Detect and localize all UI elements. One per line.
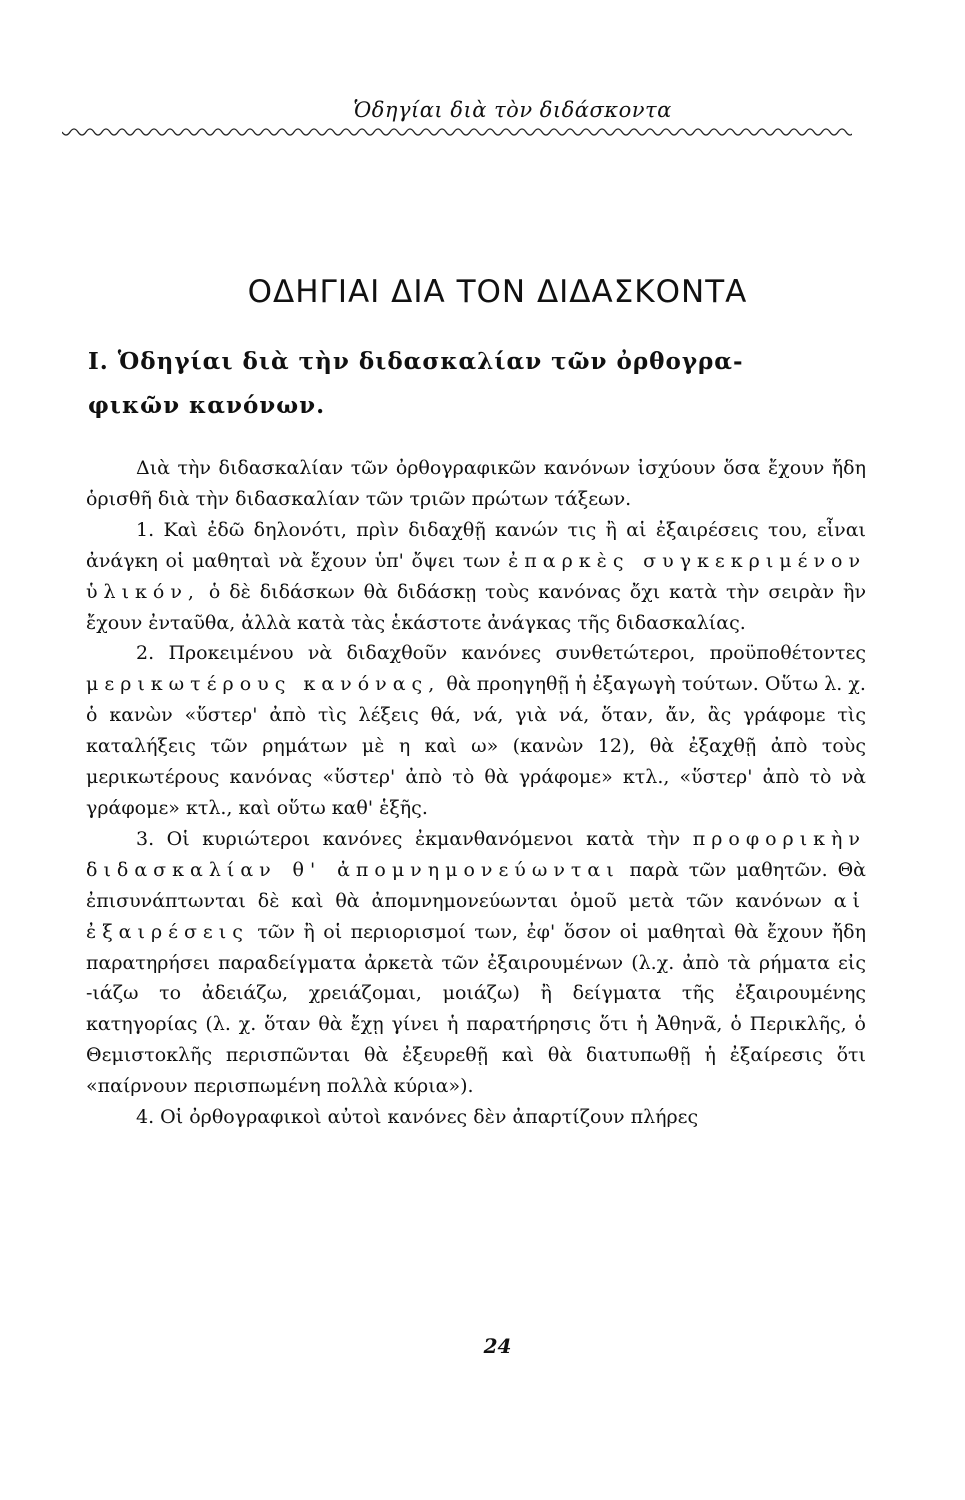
page-title: ΟΔΗΓΙΑΙ ΔΙΑ ΤΟΝ ΔΙΔΑΣΚΟΝΤΑ	[247, 274, 748, 310]
body-text	[86, 453, 866, 1133]
paragraph-1	[86, 515, 866, 639]
section-number: Ι.	[88, 348, 109, 375]
section-heading-line2: φικῶν κανόνων.	[88, 392, 326, 419]
paragraph-intro: Διὰ τὴν διδασκαλίαν τῶν ὀρθογραφικῶν κανόνων ἰσχύουν ὅσα ἔχουν ἤδη ὁρισθῆ διὰ τὴν διδασκαλίαν τῶν τριῶν πρώτων τάξεων.	[86, 457, 866, 510]
paragraph-3	[86, 824, 866, 1102]
paragraph-1-emphasis: ἐπαρκὲς συγκεκριμένον ὑλικόν,	[86, 549, 866, 603]
paragraph-1-part-c: ὁ δὲ διδάσκων θὰ διδάσκῃ τοὺς κανόνας ὄχι κατὰ τὴν σειρὰν ἣν ἔχουν ἐνταῦθα, ἀλλὰ κατὰ τὰς ἑκάστοτε ἀνάγκας τῆς διδασκαλίας.	[86, 580, 866, 634]
paragraph-2-part-a: 2. Προκειμένου νὰ διδαχθοῦν κανόνες συνθετώτεροι, προϋποθέτοντες	[136, 642, 866, 665]
section-heading	[88, 340, 873, 428]
paragraph-4: 4. Οἱ ὀρθογραφικοὶ αὐτοὶ κανόνες δὲν ἀπαρτίζουν πλήρες	[136, 1106, 699, 1129]
paragraph-2-part-c: θὰ προηγηθῇ ἡ ἐξαγωγὴ τούτων. Οὕτω λ. χ. ὁ κανὼν «ὕστερ' ἀπὸ τὶς λέξεις θά, νά, γιὰ νά, ὅταν, ἄν, ἂς γράφομε τὶς καταλήξεις τῶν ρημάτων μὲ η καὶ ω» (κανὼν 12), θὰ ἐξαχθῇ ἀπὸ τοὺς μερικωτέρους κανόνας «ὕστερ' ἀπὸ τὸ θὰ γράφομε» κτλ., «ὕστερ' ἀπὸ τὸ νὰ γράφομε» κτλ., καὶ οὕτω καθ' ἑξῆς.	[86, 673, 866, 819]
paragraph-3-emphasis-2: αἱ ἐξαιρέσεις	[86, 889, 866, 943]
paragraph-3-part-c: παρὰ τῶν μαθητῶν. Θὰ ἐπισυνάπτωνται δὲ καὶ θὰ ἀπομνημονεύωνται ὁμοῦ μετὰ τῶν κανόνων	[86, 858, 866, 912]
paragraph-3-part-a: 3. Οἱ κυριώτεροι κανόνες ἐκμανθανόμενοι κατὰ τὴν	[136, 827, 681, 850]
paragraph-1-part-a: 1. Καὶ ἐδῶ δηλονότι, πρὶν διδαχθῇ κανών τις ἢ αἱ ἐξαιρέσεις του, εἶναι ἀνάγκη οἱ μαθηταὶ νὰ ἔχουν ὑπ' ὄψει των	[86, 518, 866, 572]
paragraph-3-emphasis-1: προφορικὴν διδασκαλίαν θ' ἀπομνημονεύωνται	[86, 827, 866, 881]
paragraph-2-emphasis: μερικωτέρους κανόνας,	[86, 673, 441, 696]
running-head: Ὁδηγίαι διὰ τὸν διδάσκοντα	[353, 98, 672, 122]
paragraph-3-part-e: τῶν ἢ οἱ περιορισμοί των, ἐφ' ὅσον οἱ μαθηταὶ θὰ ἔχουν ἤδη παρατηρήσει παραδείγματα ἀρκετὰ τῶν ἐξαιρουμένων (λ.χ. ἀπὸ τὰ ρήματα εἰς ‑ιάζω το ἀδειάζω, χρειάζομαι, μοιάζω) ἢ δείγματα τῆς ἐξαιρουμένης κατηγορίας (λ. χ. ὅταν θὰ ἔχῃ γίνει ἡ παρατήρησις ὅτι ἡ Ἀθηνᾶ, ὁ Περικλῆς, ὁ Θεμιστοκλῆς περισπῶνται θὰ ἐξευρεθῇ καὶ θὰ διατυπωθῇ ἡ ἐξαίρεσις ὅτι «παίρνουν περισπωμένη πολλὰ κύρια»).	[86, 920, 866, 1098]
page-number: 24	[483, 1334, 512, 1358]
section-heading-line1: Ὁδηγίαι διὰ τὴν διδασκαλίαν τῶν ὀρθογρα-	[117, 348, 744, 375]
wavy-rule	[62, 128, 852, 142]
paragraph-2	[86, 638, 866, 823]
